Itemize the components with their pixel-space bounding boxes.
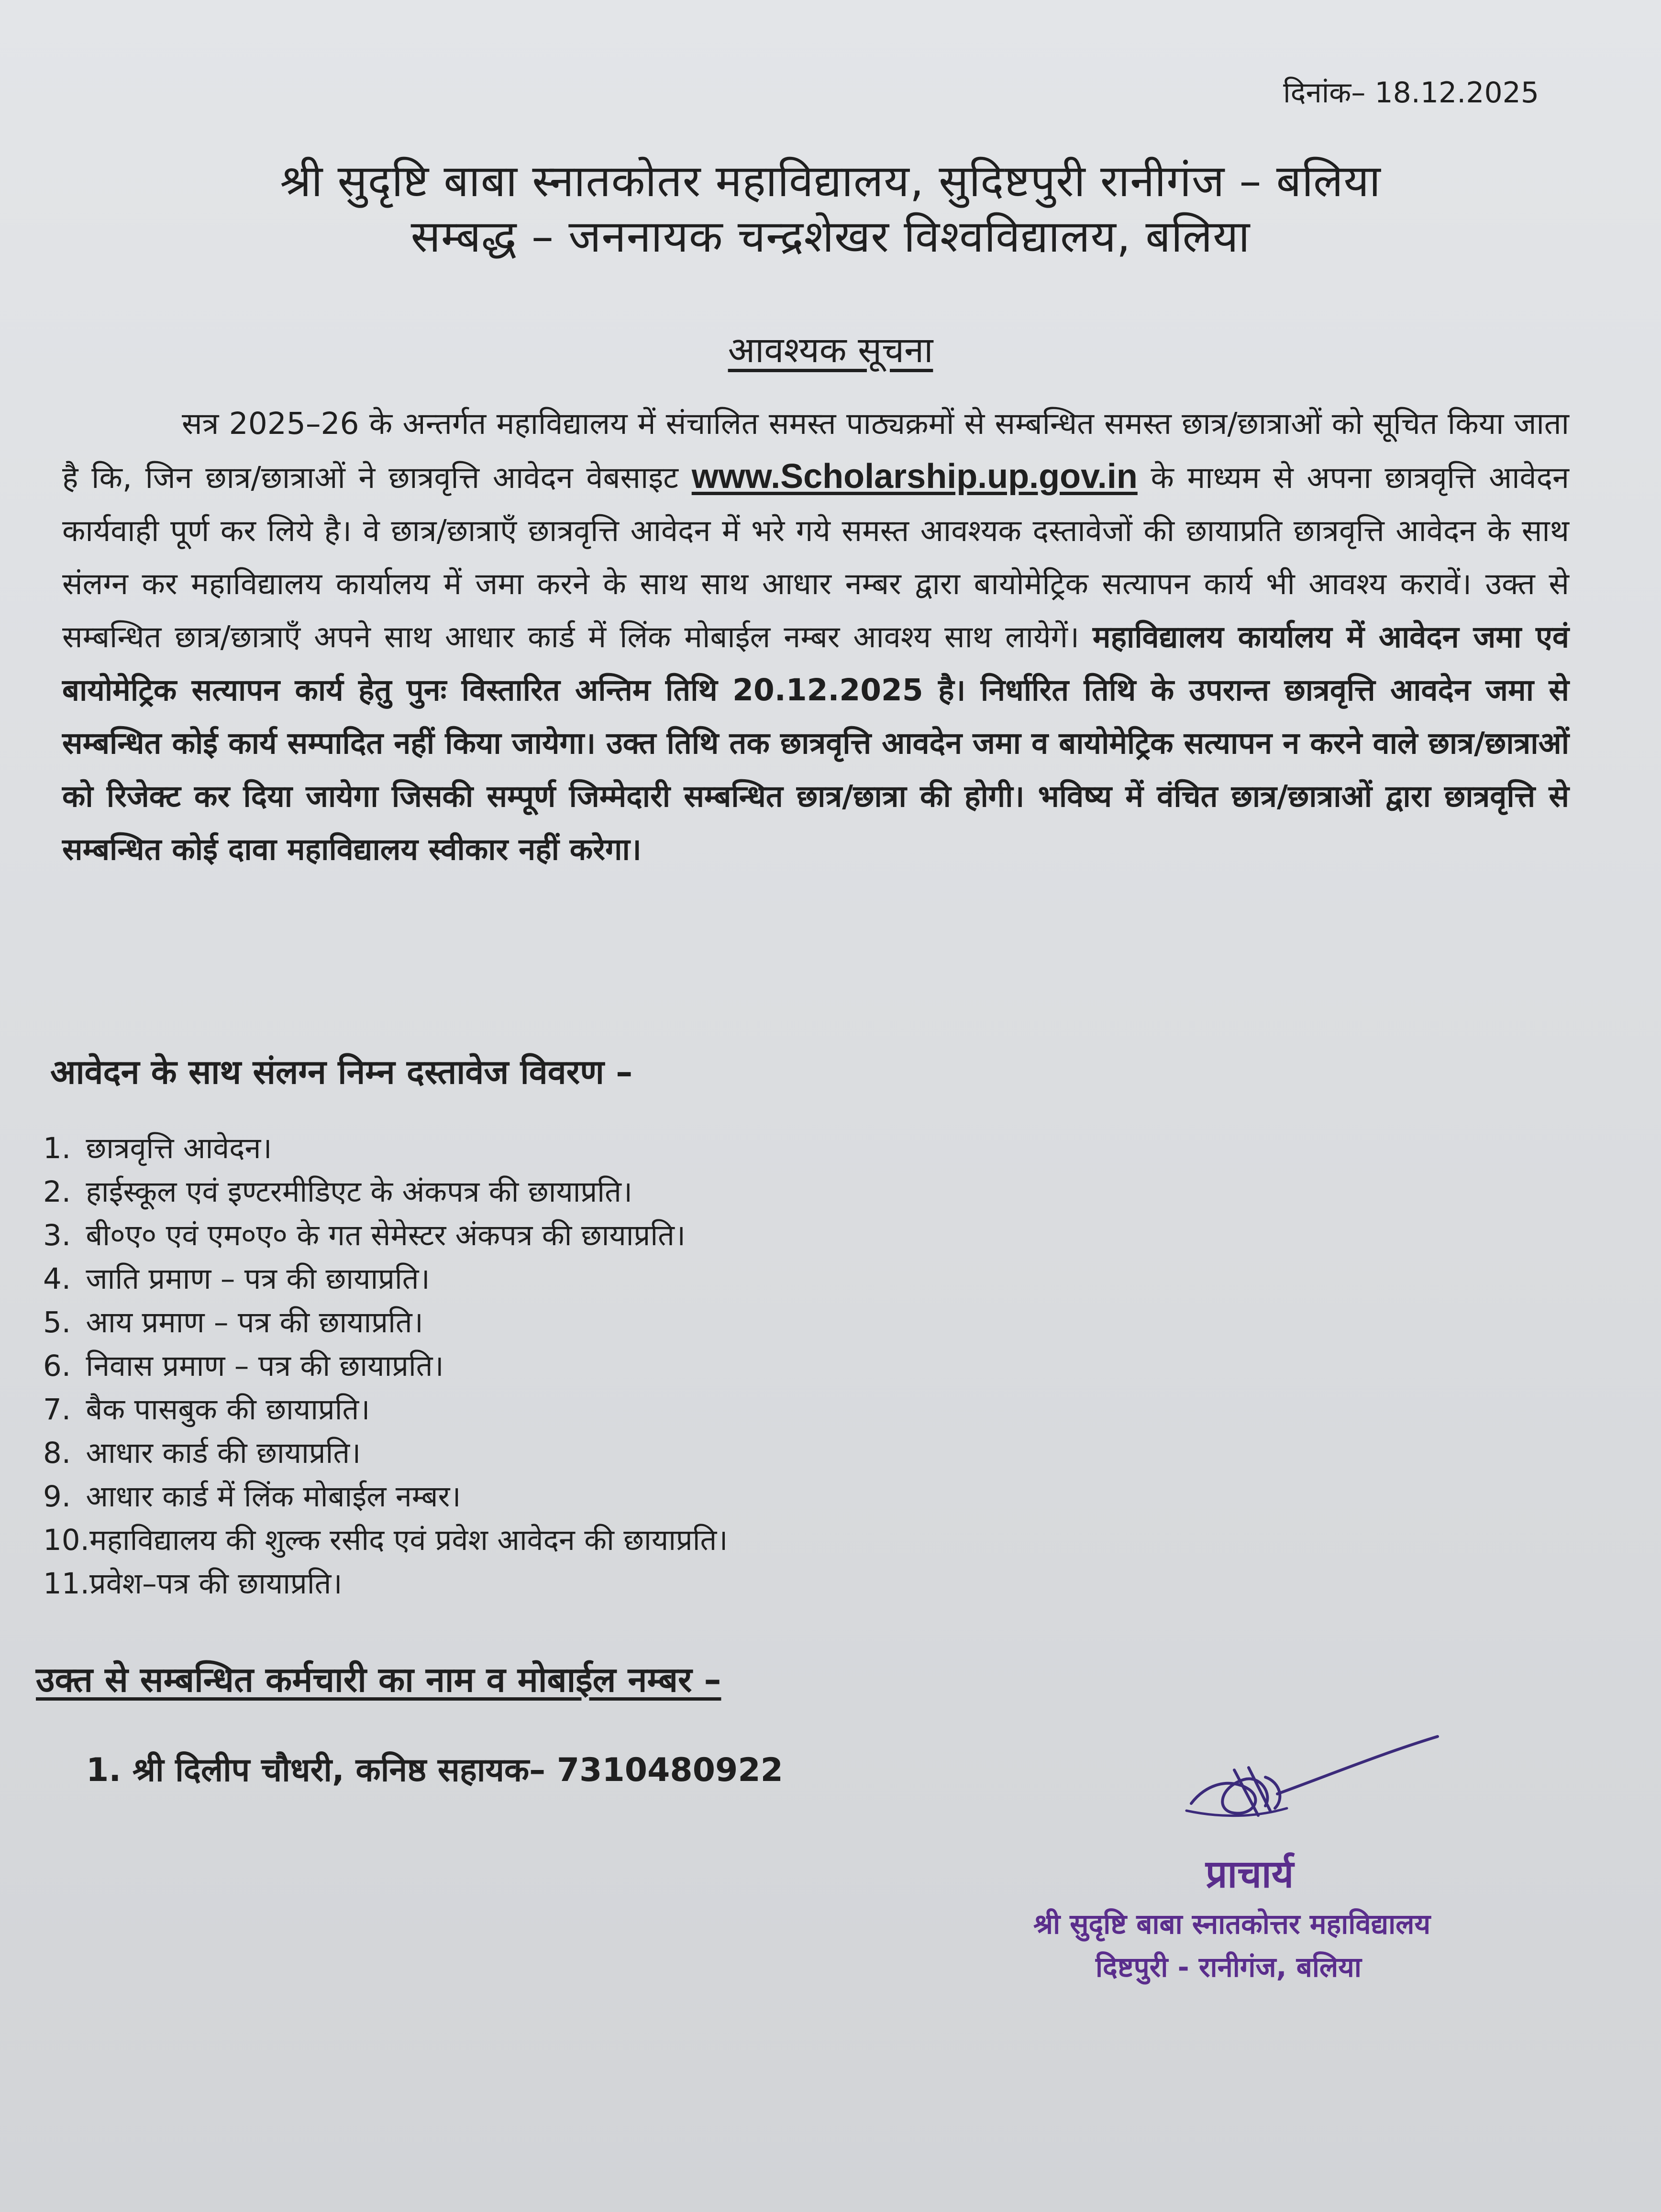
staff-heading: उक्त से सम्बन्धित कर्मचारी का नाम व मोबाईल नम्बर – [36,1659,721,1700]
documents-list [43,1127,728,1605]
stamp-college-name: श्री सुदृष्टि बाबा स्नातकोत्तर महाविद्यालय [1033,1908,1431,1940]
document-item: 11.प्रवेश–पत्र की छायाप्रति। [43,1567,343,1601]
document-item: 2. हाईस्कूल एवं इण्टरमीडिएट के अंकपत्र की छायाप्रति। [43,1175,632,1209]
documents-heading: आवेदन के साथ संलग्न निम्न दस्तावेज विवरण – [50,1052,633,1092]
notice-body-intro [62,406,182,441]
document-item: 1. छात्रवृत्ति आवेदन। [43,1131,272,1165]
notice-date: दिनांक– 18.12.2025 [1283,76,1539,110]
notice-body-part2: के माध्यम से अपना छात्रवृत्ति आवेदन कार्यवाही पूर्ण कर लिये है। वे छात्र/छात्राएँ छात्रवृत्ति आवेदन में भरे गये समस्त आवश्यक दस्तावेजों की छायाप्रति छात्रवृत्ति आवेदन के साथ संलग्न कर महाविद्यालय कार्यालय में जमा करने के साथ साथ आधार नम्बर द्वारा बायोमेट्रिक सत्यापन कार्य भी आवश्य करावें। उक्त से सम्बन्धित छात्र/छात्राएँ अपने साथ आधार कार्ड में लिंक मोबाईल नम्बर आवश्य साथ लायेगें। [62,460,1569,654]
document-item: 5. आय प्रमाण – पत्र की छायाप्रति। [43,1305,423,1339]
notice-heading-wrapper [0,324,1661,373]
principal-title: प्राचार्य [1206,1852,1294,1896]
notice-body-part1: सत्र 2025–26 के अन्तर्गत महाविद्यालय में संचालित समस्त पाठ्यक्रमों से सम्बन्धित समस्त छात्र/छात्राओं को सूचित किया जाता है कि, जिन छात्र/छात्राओं ने छात्रवृत्ति आवेदन वेबसाइट [62,406,1569,495]
document-item: 8. आधार कार्ड की छायाप्रति। [43,1436,361,1470]
document-item: 10.महाविद्यालय की शुल्क रसीद एवं प्रवेश आवेदन की छायाप्रति। [43,1523,728,1557]
stamp-address: दिष्टपुरी - रानीगंज, बलिया [1096,1951,1362,1983]
notice-body-deadline: महाविद्यालय कार्यालय में आवेदन जमा एवं बायोमेट्रिक सत्यापन कार्य हेतु पुनः विस्तारित अन्तिम तिथि 20.12.2025 है। निर्धारित तिथि के उपरान्त छात्रवृत्ति आवदेन जमा से सम्बन्धित कोई कार्य सम्पादित नहीं किया जायेगा। उक्त तिथि तक छात्रवृत्ति आवदेन जमा व बायोमेट्रिक सत्यापन न करने वाले छात्र/छात्राओं को रिजेक्ट कर दिया जायेगा जिसकी सम्पूर्ण जिम्मेदारी सम्बन्धित छात्र/छात्रा की होगी। भविष्य में वंचित छात्र/छात्राओं द्वारा छात्रवृत्ति से सम्बन्धित कोई दावा महाविद्यालय स्वीकार नहीं करेगा। [62,619,1569,867]
document-item: 3. बी०ए० एवं एम०ए० के गत सेमेस्टर अंकपत्र की छायाप्रति। [43,1218,686,1252]
document-item: 9. आधार कार्ड में लिंक मोबाईल नम्बर। [43,1480,461,1514]
document-item: 6. निवास प्रमाण – पत्र की छायाप्रति। [43,1349,444,1383]
college-name: श्री सुदृष्टि बाबा स्नातकोतर महाविद्यालय, सुदिष्टपुरी रानीगंज – बलिया [280,155,1381,207]
document-item: 7. बैक पासबुक की छायाप्रति। [43,1393,370,1427]
college-affiliation: सम्बद्ध – जननायक चन्द्रशेखर विश्वविद्यालय, बलिया [410,211,1251,262]
document-item: 4. जाति प्रमाण – पत्र की छायाप्रति। [43,1262,430,1296]
scholarship-website-link[interactable]: www.Scholarship.up.gov.in [691,457,1138,496]
principal-signature [1177,1732,1445,1827]
notice-heading: आवश्यक सूचना [728,330,933,371]
notice-body [62,397,1569,876]
staff-contact: 1. श्री दिलीप चौधरी, कनिष्ठ सहायक– 7310480922 [86,1751,783,1789]
